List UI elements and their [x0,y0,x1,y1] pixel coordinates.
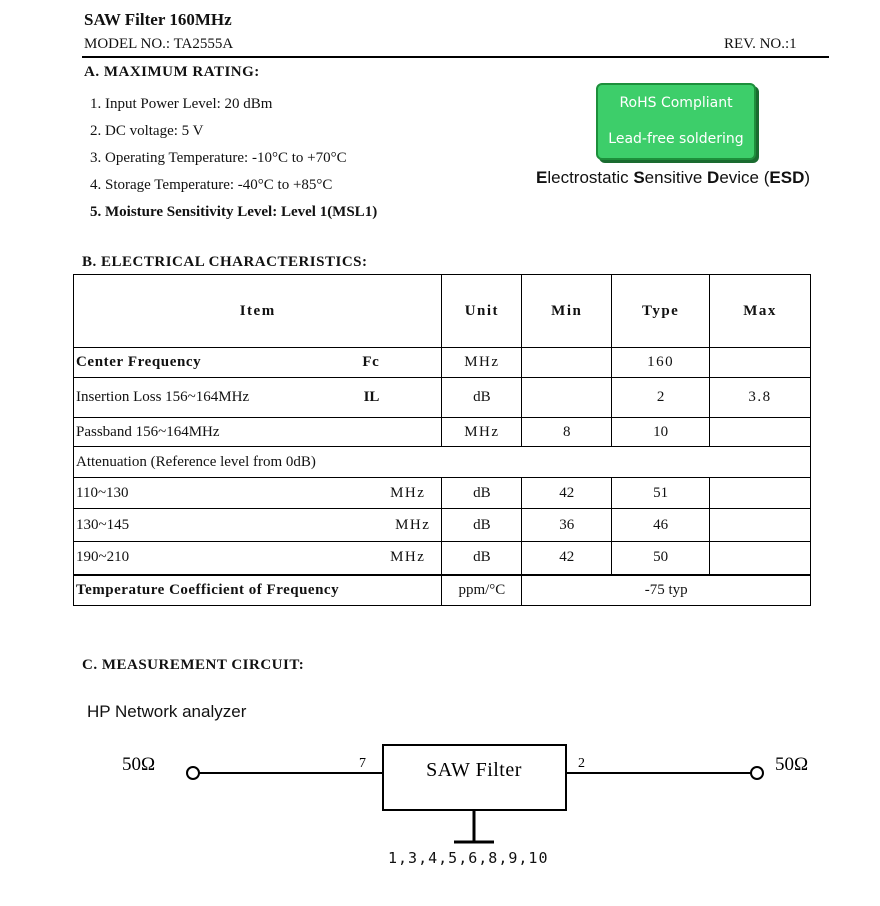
item-cell [74,509,442,542]
esd-notice [536,168,810,188]
max-cell: 3.8 [710,378,811,418]
unit-cell: dB [442,509,522,542]
unit-cell: MHz [442,418,522,447]
esd-text: ensitive [644,168,708,187]
input-port [187,767,199,779]
max-cell [710,509,811,542]
right-impedance-label: 50Ω [775,754,809,775]
rating-item: 3. Operating Temperature: -10°C to +70°C [90,150,347,166]
table-row [74,478,811,509]
range-unit: MHz [395,516,431,533]
range-unit: MHz [390,549,426,566]
rohs-compliant-label: RoHS Compliant [619,95,733,111]
table-row [74,575,811,606]
unit-cell: ppm/°C [442,575,522,606]
electrical-characteristics-table [73,274,811,606]
attenuation-title-cell: Attenuation (Reference level from 0dB) [74,447,811,478]
esd-letter: S [633,168,645,187]
section-a-heading: A. MAXIMUM RATING: [84,64,260,80]
model-number: MODEL NO.: TA2555A [84,36,234,52]
range-label: 110~130 [76,484,129,501]
unit-cell: dB [442,378,522,418]
table-header-row [74,275,811,348]
type-cell: 10 [612,418,710,447]
item-label: Center Frequency [76,354,202,370]
max-cell [710,478,811,509]
output-port [751,767,763,779]
esd-letter: E [536,168,548,187]
max-cell [710,348,811,378]
esd-text: ) [804,168,811,187]
column-header: Item [74,275,442,348]
revision-number: REV. NO.:1 [724,36,797,52]
range-unit: MHz [390,484,426,501]
measurement-circuit-diagram [0,730,880,860]
type-cell: 50 [612,542,710,575]
item-cell [74,542,442,575]
rating-item: 2. DC voltage: 5 V [90,123,204,139]
item-label: Insertion Loss 156~164MHz [76,389,250,405]
column-header: Min [522,275,612,348]
table-row [74,348,811,378]
saw-filter-label: SAW Filter [426,759,522,781]
min-cell: 42 [522,478,612,509]
esd-text: lectrostatic [547,168,634,187]
pin-in-label: 7 [359,756,366,771]
column-header: Unit [442,275,522,348]
type-cell: 160 [612,348,710,378]
analyzer-label: HP Network analyzer [87,702,247,721]
unit-cell: dB [442,478,522,509]
item-cell: Passband 156~164MHz [74,418,442,447]
item-cell [74,348,442,378]
type-cell: 2 [612,378,710,418]
unit-cell: MHz [442,348,522,378]
min-cell: 8 [522,418,612,447]
rohs-badge [596,83,756,160]
rating-item: 1. Input Power Level: 20 dBm [90,96,273,112]
esd-letter: D [707,168,720,187]
table-row [74,378,811,418]
tcf-value-cell: -75 typ [522,575,811,606]
type-cell: 46 [612,509,710,542]
section-c-heading: C. MEASUREMENT CIRCUIT: [82,657,305,673]
min-cell [522,378,612,418]
left-impedance-label: 50Ω [122,754,156,775]
max-cell [710,542,811,575]
table-row [74,542,811,575]
section-b-heading: B. ELECTRICAL CHARACTERISTICS: [82,254,368,270]
esd-text: evice ( [719,168,770,187]
column-header: Max [710,275,811,348]
rating-item: 5. Moisture Sensitivity Level: Level 1(MSL1) [90,204,378,220]
range-label: 190~210 [76,549,130,566]
item-cell [74,378,442,418]
rating-item: 4. Storage Temperature: -40°C to +85°C [90,177,333,193]
table-row [74,447,811,478]
min-cell: 42 [522,542,612,575]
maximum-rating-list [90,91,377,226]
item-symbol: Fc [362,354,380,370]
min-cell: 36 [522,509,612,542]
esd-abbr: ESD [769,168,805,187]
document-title: SAW Filter 160MHz [84,10,232,29]
max-cell [710,418,811,447]
item-cell [74,478,442,509]
column-header: Type [612,275,710,348]
item-cell: Temperature Coefficient of Frequency [74,575,442,606]
header-divider [82,56,829,58]
min-cell [522,348,612,378]
range-label: 130~145 [76,516,130,533]
unit-cell: dB [442,542,522,575]
type-cell: 51 [612,478,710,509]
item-symbol: IL [363,389,380,405]
table-row [74,418,811,447]
lead-free-label: Lead-free soldering [608,131,744,147]
ground-pins-label: 1,3,4,5,6,8,9,10 [388,849,549,867]
table-row [74,509,811,542]
pin-out-label: 2 [578,756,585,771]
